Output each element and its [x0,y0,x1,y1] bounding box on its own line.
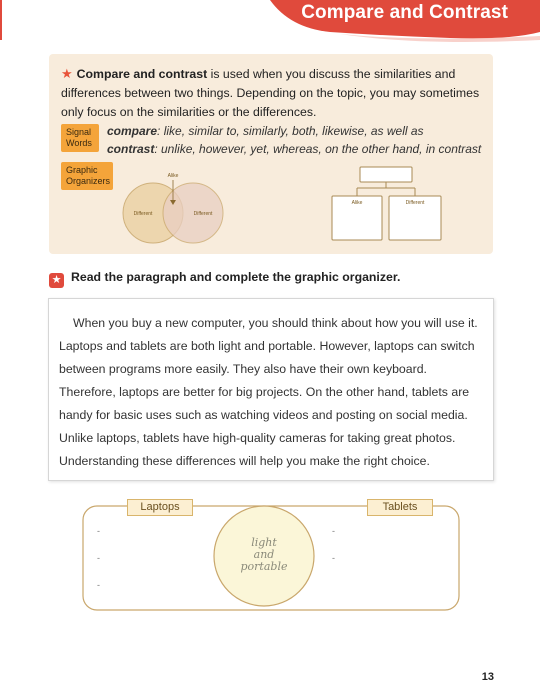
compare-line [107,124,424,138]
center-answer-line1: light [251,536,277,549]
laptops-blank-2[interactable]: - [97,553,100,563]
graphic-organizers-tag: Graphic Organizers [61,162,113,190]
center-answer-line3: portable [240,560,288,573]
tchart-diagram-example [331,166,443,242]
center-answer-line2: and [253,548,275,561]
contrast-words: : unlike, however, yet, whereas, on the other hand, in contrast [154,142,482,156]
tchart-left-label: Alike [351,200,363,206]
tablets-blank-1[interactable]: - [332,526,335,536]
compare-words: : like, similar to, similarly, both, likewise, as well as [157,124,424,138]
venn-diagram-example [121,172,231,247]
venn-alike-label: Alike [167,173,179,179]
laptops-blank-1[interactable]: - [97,526,100,536]
intro-text: is used when you discuss the similarities and differences between two things. Depending on the topic, you may sometimes only focus on the similarities or the differences. [61,67,480,119]
laptops-blank-3[interactable]: - [97,580,100,590]
venn-left-label: Different [133,211,153,217]
intro-paragraph [61,64,481,122]
title-tab [270,0,540,40]
star-badge-icon: ★ [49,273,64,288]
header-accent-bar [0,0,2,40]
intro-bold-term: Compare and contrast [76,67,208,81]
center-answer [233,537,295,573]
tchart-right-label: Different [405,200,425,206]
contrast-label: contrast [107,142,155,156]
page-number: 13 [481,671,494,683]
tchart-top-box [360,167,412,182]
info-box [49,54,493,254]
passage-box [48,298,494,481]
laptops-label: Laptops [127,499,193,516]
tablets-label: Tablets [367,499,433,516]
signal-words-tag: Signal Words [61,124,99,152]
page-title: Compare and Contrast [301,2,508,23]
star-icon: ★ [61,66,73,81]
instruction [49,270,489,288]
venn-right-label: Different [193,211,213,217]
tablets-blank-2[interactable]: - [332,553,335,563]
contrast-line [107,142,481,156]
compare-label: compare [107,124,158,138]
passage-text: When you buy a new computer, you should think about how you will use it. Laptops and tablets are both light and portable. However, laptops can switch between programs more easily. They also have their own keyboard. Therefore, laptops are better for big projects. On the other hand, tablets are handy for basic uses such as watching videos and posting on social media. Unlike laptops, tablets have high-quality cameras for taking great photos. Understanding these differences will help you make the right choice. [59,316,478,468]
instruction-text: Read the paragraph and complete the graphic organizer. [71,270,401,284]
